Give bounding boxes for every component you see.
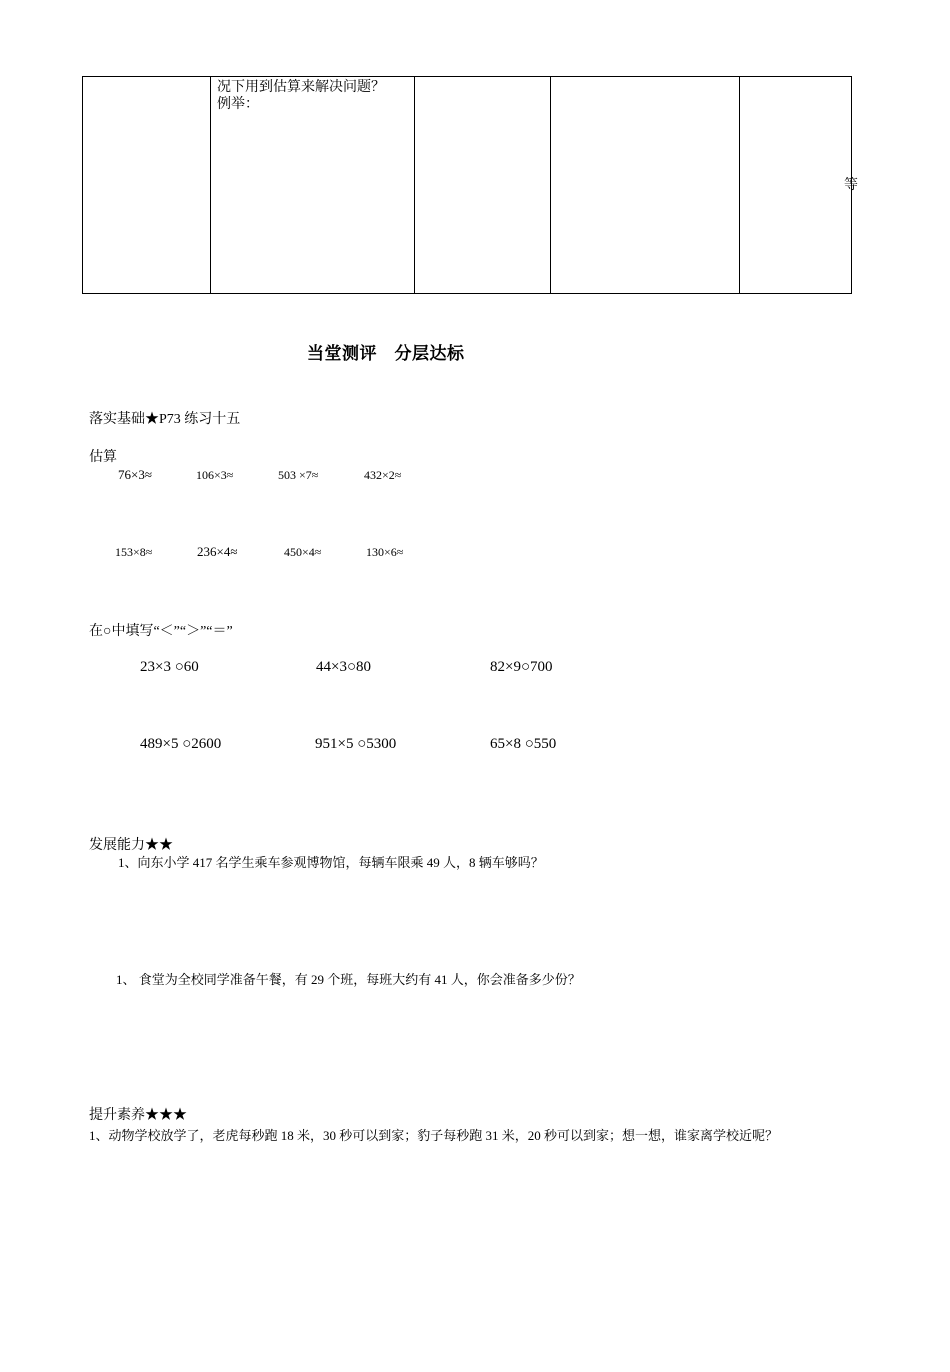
develop-question-2: 1、 食堂为全校同学准备午餐，有 29 个班，每班大约有 41 人，你会准备多少份？ [116,972,581,987]
develop-question-1: 1、向东小学 417 名学生乘车参观博物馆，每辆车限乘 49 人，8 辆车够吗？ [118,855,544,870]
table-cell-4 [551,77,740,294]
compare-item: 23×3 ○60 [140,659,199,675]
estimate-label: 估算 [89,450,117,465]
table-cell-2 [211,77,415,294]
estimate-item: 432×2≈ [364,468,402,482]
improve-title: 提升素养★★★ [89,1108,187,1123]
table-cell-1 [83,77,211,294]
table-row [83,77,852,294]
side-char: 等 [844,178,858,193]
compare-item: 65×8 ○550 [490,736,557,752]
compare-item: 82×9○700 [490,659,553,675]
estimate-item: 503 ×7≈ [278,468,319,482]
section-heading: 当堂测评 分层达标 [307,344,465,363]
compare-item: 44×3○80 [316,659,372,675]
estimate-item: 76×3≈ [118,467,152,482]
improve-question-1: 1、动物学校放学了，老虎每秒跑 18 米，30 秒可以到家；豹子每秒跑 31 米，20 秒可以到家；想一想，谁家离学校近呢？ [89,1128,779,1143]
estimate-item: 106×3≈ [196,468,234,482]
table-cell-5 [740,77,852,294]
estimate-item: 236×4≈ [197,544,238,559]
plan-table [82,76,852,294]
compare-label: 在○中填写“＜”“＞”“＝” [89,624,233,639]
estimate-item: 130×6≈ [366,545,404,559]
basic-title: 落实基础★P73 练习十五 [89,412,241,427]
compare-item: 951×5 ○5300 [315,736,397,752]
estimate-item: 153×8≈ [115,545,153,559]
estimate-item: 450×4≈ [284,545,322,559]
table-cell-3 [415,77,551,294]
develop-title: 发展能力★★ [89,838,173,853]
cell-text-line1: 况下用到估算来解决问题？ [217,80,385,95]
compare-item: 489×5 ○2600 [140,736,222,752]
cell-text-line2: 例举： [217,97,259,112]
